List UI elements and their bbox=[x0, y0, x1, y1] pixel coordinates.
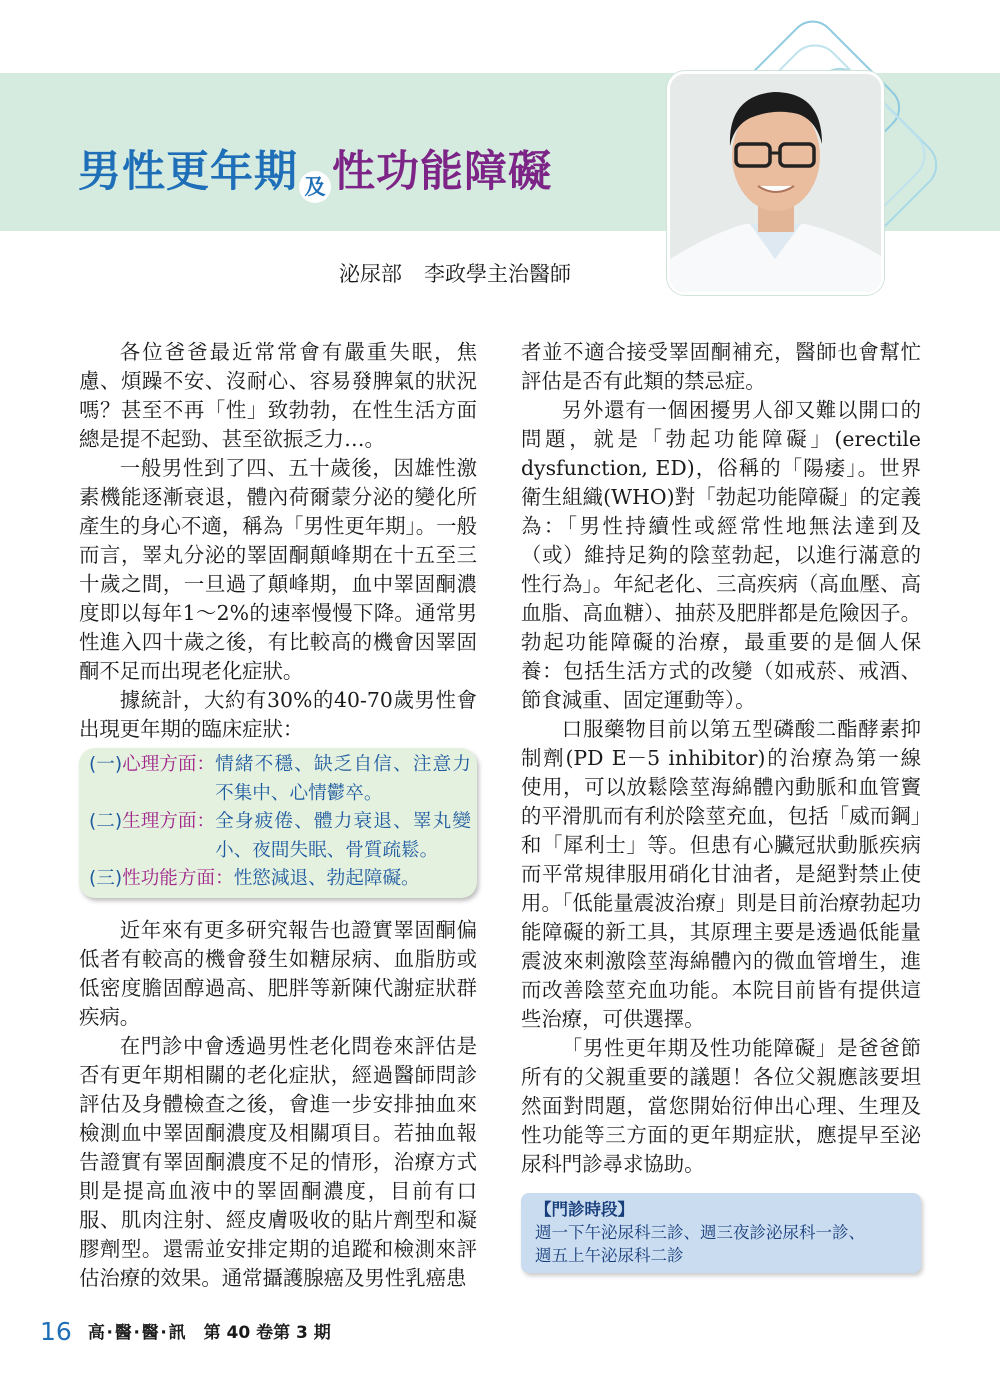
clinic-hours-line: 週五上午泌尿科二診 bbox=[535, 1246, 684, 1265]
left-column bbox=[79, 338, 477, 1293]
paragraph: 「男性更年期及性功能障礙」是爸爸節所有的父親重要的議題！各位父親應該要坦然面對問題，當您開始衍伸出心理、生理及性功能等三方面的更年期症狀，應提早至泌尿科門診尋求協助。 bbox=[521, 1036, 921, 1176]
title-part-2: 性功能障礙 bbox=[332, 147, 552, 197]
paragraph-continuation: 者並不適合接受睪固酮補充，醫師也會幫忙評估是否有此類的禁忌症。 bbox=[521, 340, 921, 393]
paragraph: 據統計，大約有30%的40-70歲男性會出現更年期的臨床症狀： bbox=[79, 688, 477, 741]
article-title bbox=[78, 138, 552, 203]
symptom-item: (一) 心理方面： 情緒不穩、缺乏自信、注意力不集中、心情鬱卒。 bbox=[89, 754, 471, 804]
paragraph: 口服藥物目前以第五型磷酸二酯酵素抑制劑(PD E－5 inhibitor)的治療為第一線使用，可以放鬆陰莖海綿體內動脈和血管竇的平滑肌而有利於陰莖充血，包括「威而鋼」和「犀利士」等。但患有心臟冠狀動脈疾病而平常規律服用硝化甘油者，是絕對禁止使用。「低能量震波治療」則是目前治療勃起功能障礙的新工具，其原理主要是透過低能量震波來刺激陰莖海綿體內的微血管增生，進而改善陰莖充血功能。本院目前皆有提供這些治療，可供選擇。 bbox=[521, 717, 921, 1031]
byline bbox=[339, 258, 571, 288]
paragraph: 在門診中會透過男性老化問卷來評估是否有更年期相關的老化症狀，經過醫師問診評估及身體檢查之後，會進一步安排抽血來檢測血中睪固酮濃度及相關項目。若抽血報告證實有睪固酮濃度不足的情形，治療方式則是提高血液中的睪固酮濃度，目前有口服、肌肉注射、經皮膚吸收的貼片劑型和凝膠劑型。還需並安排定期的追蹤和檢測來評估治療的效果。通常攝護腺癌及男性乳癌患 bbox=[79, 1033, 477, 1290]
symptom-item: (三) 性功能方面： 性慾減退、勃起障礙。 bbox=[89, 868, 420, 889]
paragraph: 近年來有更多研究報告也證實睪固酮偏低者有較高的機會發生如糖尿病、血脂肪或低密度膽固醇過高、肥胖等新陳代謝症狀群疾病。 bbox=[79, 917, 477, 1029]
clinic-hours-line: 週一下午泌尿科三診、週三夜診泌尿科一診、 bbox=[535, 1223, 865, 1242]
author-photo bbox=[667, 71, 884, 295]
paragraph: 一般男性到了四、五十歲後，因雄性激素機能逐漸衰退，體內荷爾蒙分泌的變化所產生的身心不適，稱為「男性更年期」。一般而言，睪丸分泌的睪固酮顛峰期在十五至三十歲之間，一旦過了顛峰期，血中睪固酮濃度即以每年1～2%的速率慢慢下降。通常男性進入四十歲之後，有比較高的機會因睪固酮不足而出現老化症狀。 bbox=[79, 456, 477, 683]
page-number: 16 bbox=[40, 1317, 72, 1346]
symptom-list bbox=[79, 748, 477, 898]
right-column bbox=[521, 338, 921, 1179]
paragraph: 另外還有一個困擾男人卻又難以開口的問題，就是「勃起功能障礙」(erectile dysfunction, ED)，俗稱的「陽痿」。世界衛生組織(WHO)對「勃起功能障礙」的定義為：「男性持續性或經常性地無法達到及（或）維持足夠的陰莖勃起，以進行滿意的性行為」。年紀老化、三高疾病（高血壓、高血脂、高血糖）、抽菸及肥胖都是危險因子。勃起功能障礙的治療，最重要的是個人保養：包括生活方式的改變（如戒菸、戒酒、節食減重、固定運動等）。 bbox=[521, 398, 921, 712]
magazine-name: 高‧醫‧醫‧訊 bbox=[87, 1323, 188, 1343]
author-name: 李政學主治醫師 bbox=[424, 262, 571, 286]
symptom-item: (二) 生理方面： 全身疲倦、體力衰退、睪丸變小、夜間失眠、骨質疏鬆。 bbox=[89, 811, 471, 861]
page-footer bbox=[40, 1317, 331, 1346]
title-part-1: 男性更年期 bbox=[78, 147, 298, 197]
paragraph: 各位爸爸最近常常會有嚴重失眠，焦慮、煩躁不安、沒耐心、容易發脾氣的狀況嗎？甚至不再「性」致勃勃，在性生活方面總是提不起勁、甚至欲振乏力…。 bbox=[79, 340, 477, 451]
title-connector: 及 bbox=[299, 171, 331, 203]
department: 泌尿部 bbox=[339, 262, 402, 286]
issue-number: 第 40 卷第 3 期 bbox=[203, 1323, 331, 1343]
clinic-hours-heading: 【門診時段】 bbox=[535, 1200, 634, 1219]
clinic-hours-box bbox=[521, 1193, 921, 1273]
